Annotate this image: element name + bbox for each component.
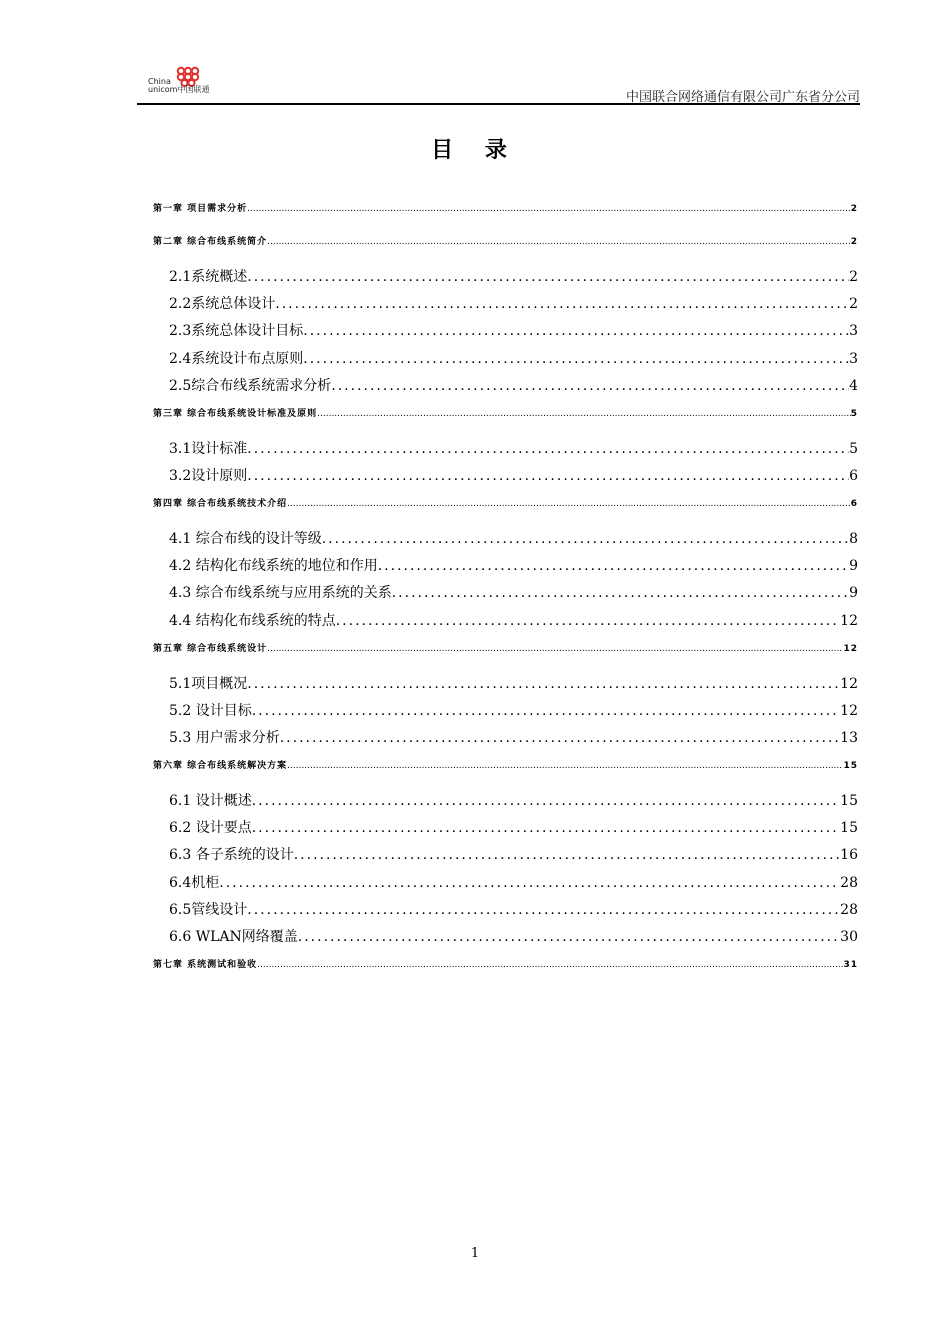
toc-entry-page: 2 xyxy=(849,269,858,285)
toc-entry-title: 6.4机柜 xyxy=(169,874,220,891)
toc-entry-title: 2.3系统总体设计目标 xyxy=(169,323,304,340)
toc-entry-page: 15 xyxy=(840,793,858,809)
toc-leader-dots xyxy=(252,701,840,721)
toc-entry-page: 12 xyxy=(840,612,858,629)
toc-entry-title: 4.4 结构化布线系统的特点 xyxy=(169,612,336,629)
toc-entry-page: 31 xyxy=(843,960,858,970)
toc-chapter-entry[interactable] xyxy=(153,236,858,248)
toc-entry-title: 第四章 综合布线系统技术介绍 xyxy=(153,499,288,509)
toc-entry-page: 13 xyxy=(840,730,858,746)
toc-entry-page: 5 xyxy=(849,440,858,457)
toc-entry-title: 5.1项目概况 xyxy=(169,675,248,692)
toc-section-entry[interactable] xyxy=(153,321,858,341)
toc-entry-page: 2 xyxy=(850,237,858,247)
toc-entry-title: 第一章 项目需求分析 xyxy=(153,204,248,214)
toc-entry-page: 28 xyxy=(840,874,858,891)
toc-entry-title: 5.2 设计目标 xyxy=(169,702,252,719)
toc-chapter-entry[interactable] xyxy=(153,203,858,215)
toc-entry-page: 12 xyxy=(840,675,858,692)
toc-entry-title: 4.1 综合布线的设计等级 xyxy=(169,531,322,547)
toc-section-entry[interactable] xyxy=(153,349,858,369)
toc-leader-dots xyxy=(247,466,849,486)
toc-section-entry[interactable] xyxy=(153,701,858,721)
toc-entry-page: 15 xyxy=(840,820,858,837)
toc-entry-page: 30 xyxy=(840,929,858,945)
page-number: 1 xyxy=(470,1246,480,1261)
toc-entry-page: 6 xyxy=(850,499,858,509)
toc-entry-page: 3 xyxy=(849,323,858,340)
toc-entry-title: 第二章 综合布线系统简介 xyxy=(153,237,268,247)
toc-section-entry[interactable] xyxy=(153,267,858,287)
toc-entry-page: 5 xyxy=(850,408,858,419)
toc-section-entry[interactable] xyxy=(153,439,858,459)
logo-wordmark-line1: China xyxy=(148,77,171,86)
toc-section-entry[interactable] xyxy=(153,927,858,947)
toc-leader-dots xyxy=(257,959,843,971)
toc-entry-page: 2 xyxy=(850,204,858,214)
toc-entry-title: 6.6 WLAN网络覆盖 xyxy=(169,929,298,945)
toc-leader-dots xyxy=(275,294,849,314)
toc-section-entry[interactable] xyxy=(153,900,858,920)
toc-chapter-entry[interactable] xyxy=(153,408,858,420)
toc-entry-title: 第六章 综合布线系统解决方案 xyxy=(153,761,288,771)
toc-entry-title: 6.3 各子系统的设计 xyxy=(169,847,294,864)
toc-leader-dots xyxy=(267,236,851,248)
toc-entry-page: 2 xyxy=(849,296,858,313)
toc-section-entry[interactable] xyxy=(153,791,858,811)
toc-entry-title: 3.2设计原则 xyxy=(169,468,248,484)
toc-entry-page: 9 xyxy=(849,585,858,602)
toc-chapter-entry[interactable] xyxy=(153,498,858,510)
toc-entry-title: 2.1系统概述 xyxy=(169,269,248,285)
toc-entry-title: 2.2系统总体设计 xyxy=(169,296,276,313)
toc-entry-page: 3 xyxy=(849,350,858,367)
toc-leader-dots xyxy=(252,818,840,838)
toc-leader-dots xyxy=(331,376,849,396)
toc-section-entry[interactable] xyxy=(153,728,858,748)
toc-section-entry[interactable] xyxy=(153,556,858,576)
toc-leader-dots xyxy=(317,408,851,420)
toc-leader-dots xyxy=(392,583,849,603)
toc-section-entry[interactable] xyxy=(153,583,858,603)
page-title: 目 录 xyxy=(431,137,519,163)
toc-section-entry[interactable] xyxy=(153,466,858,486)
toc-chapter-entry[interactable] xyxy=(153,643,858,655)
toc-leader-dots xyxy=(247,267,849,287)
toc-leader-dots xyxy=(287,498,851,510)
toc-section-entry[interactable] xyxy=(153,845,858,865)
toc-chapter-entry[interactable] xyxy=(153,760,858,772)
toc-entry-title: 2.5综合布线系统需求分析 xyxy=(169,377,332,394)
toc-leader-dots xyxy=(247,203,851,215)
toc-entry-title: 4.2 结构化布线系统的地位和作用 xyxy=(169,558,378,575)
toc-entry-title: 6.1 设计概述 xyxy=(169,793,252,809)
toc-chapter-entry[interactable] xyxy=(153,959,858,971)
toc-entry-title: 6.2 设计要点 xyxy=(169,820,252,837)
toc-entry-page: 12 xyxy=(840,702,858,719)
logo-wordmark-line2: unicom中国联通 xyxy=(148,85,210,94)
logo-wordmark xyxy=(148,78,209,94)
toc-entry-page: 16 xyxy=(840,847,858,864)
header-organization: 中国联合网络通信有限公司广东省分公司 xyxy=(625,90,860,105)
toc-section-entry[interactable] xyxy=(153,818,858,838)
toc-entry-title: 2.4系统设计布点原则 xyxy=(169,350,304,367)
toc-entry-page: 28 xyxy=(840,901,858,918)
toc-leader-dots xyxy=(252,791,840,811)
toc-leader-dots xyxy=(280,728,840,748)
toc-entry-title: 4.3 综合布线系统与应用系统的关系 xyxy=(169,585,392,602)
toc-section-entry[interactable] xyxy=(153,529,858,549)
toc-leader-dots xyxy=(303,349,849,369)
toc-leader-dots xyxy=(267,643,843,655)
toc-leader-dots xyxy=(298,927,840,947)
toc-leader-dots xyxy=(303,321,849,341)
toc-leader-dots xyxy=(247,674,840,694)
toc-entry-title: 5.3 用户需求分析 xyxy=(169,730,280,746)
toc-leader-dots xyxy=(287,760,843,772)
toc-entry-page: 12 xyxy=(843,643,858,654)
toc-leader-dots xyxy=(247,900,840,920)
china-unicom-logo xyxy=(148,64,218,100)
toc-leader-dots xyxy=(294,845,840,865)
toc-entry-page: 9 xyxy=(849,558,858,575)
toc-leader-dots xyxy=(336,611,840,631)
toc-section-entry[interactable] xyxy=(153,376,858,396)
toc-section-entry[interactable] xyxy=(153,294,858,314)
toc-entry-title: 第七章 系统测试和验收 xyxy=(153,960,258,970)
toc-leader-dots xyxy=(247,439,849,459)
toc-leader-dots xyxy=(378,556,849,576)
toc-leader-dots xyxy=(219,873,840,893)
toc-entry-title: 第三章 综合布线系统设计标准及原则 xyxy=(153,408,318,419)
toc-entry-page: 8 xyxy=(849,531,858,547)
toc-entry-page: 15 xyxy=(843,761,858,771)
toc-entry-page: 4 xyxy=(849,377,858,394)
toc-entry-title: 3.1设计标准 xyxy=(169,440,248,457)
toc-entry-title: 第五章 综合布线系统设计 xyxy=(153,643,268,654)
toc-section-entry[interactable] xyxy=(153,674,858,694)
toc-entry-page: 6 xyxy=(849,468,858,484)
header-divider xyxy=(137,103,860,105)
toc-leader-dots xyxy=(322,529,849,549)
toc-section-entry[interactable] xyxy=(153,873,858,893)
toc-entry-title: 6.5管线设计 xyxy=(169,901,248,918)
toc-section-entry[interactable] xyxy=(153,611,858,631)
